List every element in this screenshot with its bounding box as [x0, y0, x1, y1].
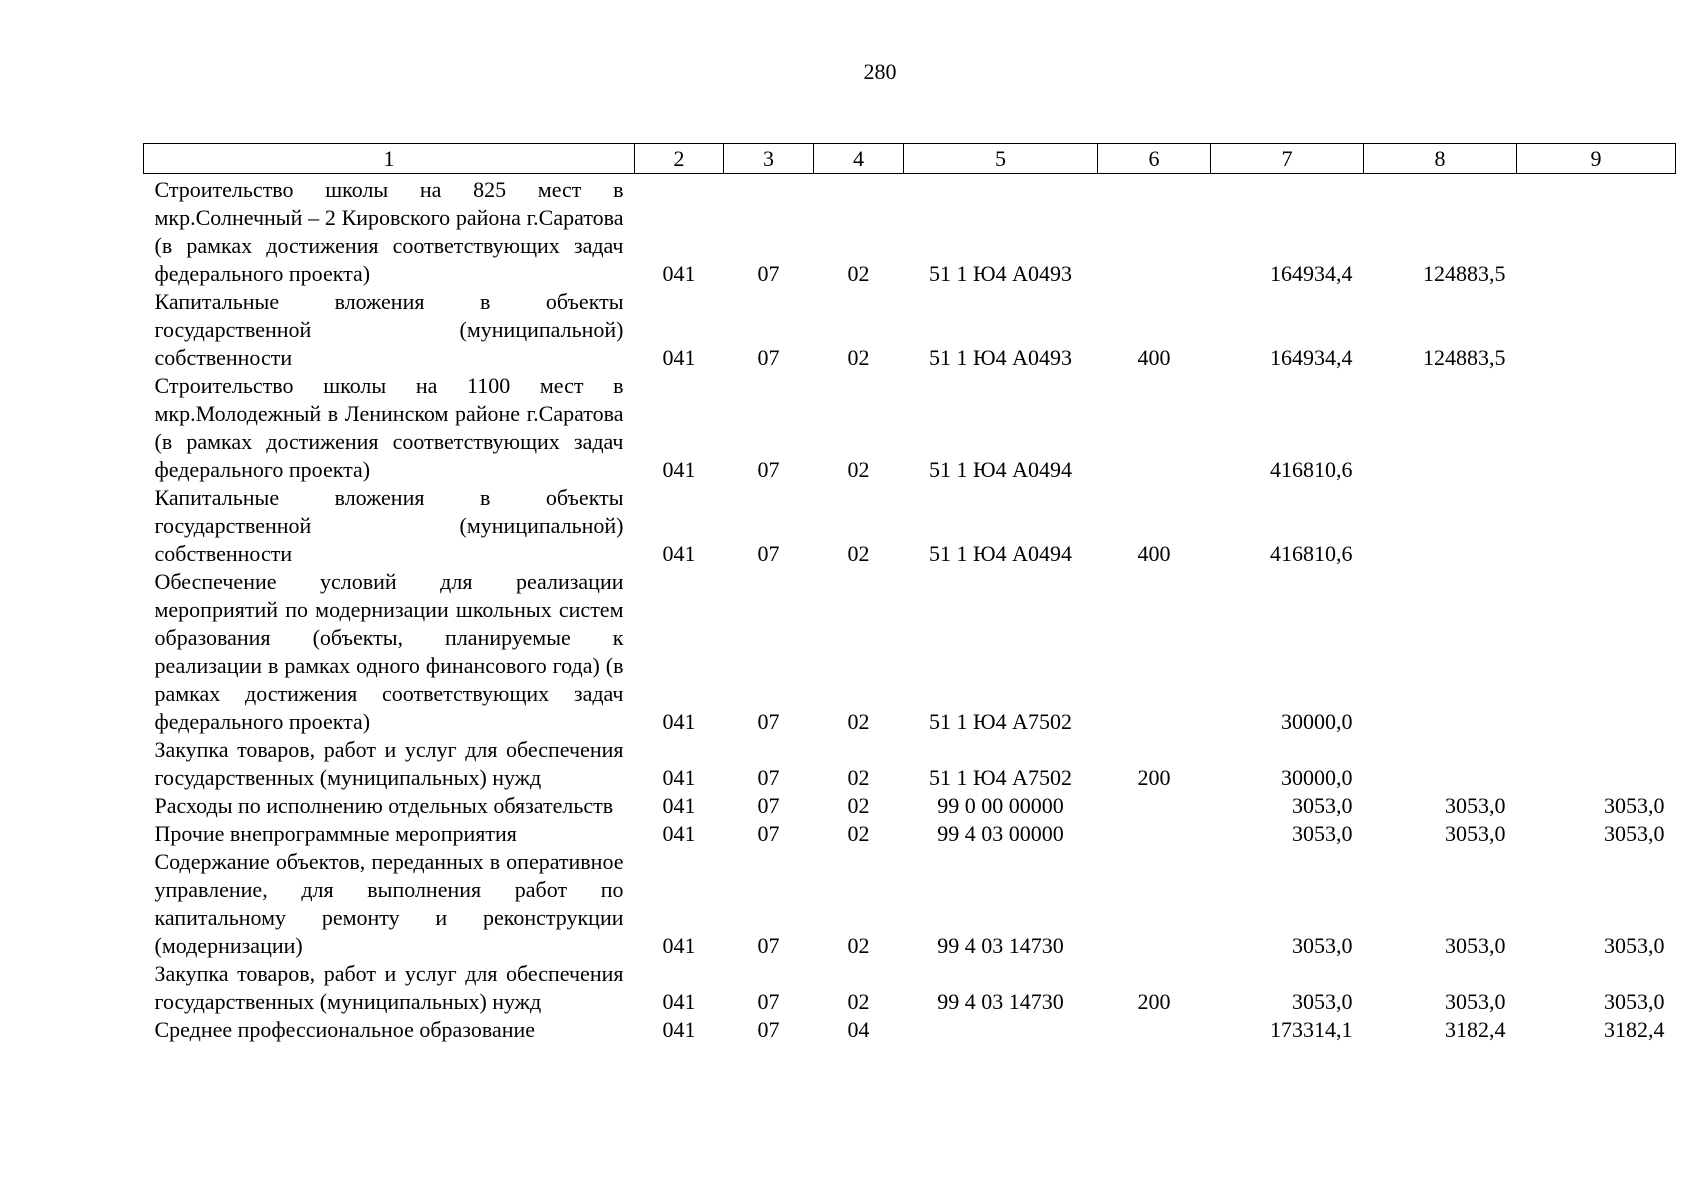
amount-year-1: 30000,0 — [1281, 709, 1353, 734]
row-description: Содержание объектов, переданных в оперативное управление, для выполнения работ по капитальному ремонту и реконструкции (модернизации) — [154, 849, 624, 958]
subsection-code: 02 — [847, 541, 870, 566]
ministry-code: 041 — [662, 345, 696, 370]
column-header: 1 — [144, 144, 635, 174]
table-row — [144, 288, 1676, 372]
target-article-code: 51 1 Ю4 А0493 — [929, 261, 1072, 286]
ministry-code: 041 — [662, 821, 696, 846]
column-header: 9 — [1517, 144, 1676, 174]
subsection-code: 02 — [847, 345, 870, 370]
amount-year-3 — [1517, 174, 1676, 289]
amount-year-1: 3053,0 — [1292, 933, 1353, 958]
amount-year-1: 416810,6 — [1270, 457, 1353, 482]
expense-type-code — [1098, 372, 1211, 484]
ministry-code: 041 — [662, 1017, 696, 1042]
expense-type-code — [1098, 848, 1211, 960]
amount-year-3: 3053,0 — [1604, 933, 1665, 958]
expense-type-code: 400 — [1137, 345, 1171, 370]
amount-year-1: 173314,1 — [1270, 1017, 1353, 1042]
table-row — [144, 848, 1676, 960]
row-description: Закупка товаров, работ и услуг для обеспечения государственных (муниципальных) нужд — [154, 737, 624, 790]
section-code: 07 — [757, 709, 780, 734]
amount-year-2: 3053,0 — [1445, 933, 1506, 958]
table-row — [144, 372, 1676, 484]
row-description: Капитальные вложения в объекты государственной (муниципальной) собственности — [154, 289, 624, 370]
ministry-code: 041 — [662, 793, 696, 818]
amount-year-2: 3053,0 — [1445, 821, 1506, 846]
ministry-code: 041 — [662, 541, 696, 566]
column-header: 5 — [904, 144, 1098, 174]
target-article-code: 99 0 00 00000 — [937, 793, 1064, 818]
subsection-code: 02 — [847, 457, 870, 482]
table-row — [144, 174, 1676, 289]
expense-type-code: 400 — [1137, 541, 1171, 566]
row-description: Прочие внепрограммные мероприятия — [154, 821, 517, 846]
expense-type-code — [1098, 174, 1211, 289]
expense-type-code: 200 — [1137, 989, 1171, 1014]
amount-year-1: 3053,0 — [1292, 989, 1353, 1014]
table-row — [144, 568, 1676, 736]
target-article-code — [904, 1016, 1098, 1044]
amount-year-2 — [1364, 568, 1517, 736]
amount-year-1: 164934,4 — [1270, 345, 1353, 370]
ministry-code: 041 — [662, 261, 696, 286]
ministry-code: 041 — [662, 933, 696, 958]
amount-year-2: 124883,5 — [1423, 345, 1506, 370]
section-code: 07 — [757, 821, 780, 846]
amount-year-3: 3053,0 — [1604, 793, 1665, 818]
subsection-code: 02 — [847, 989, 870, 1014]
amount-year-3 — [1517, 288, 1676, 372]
target-article-code: 99 4 03 14730 — [937, 989, 1064, 1014]
table-row — [144, 736, 1676, 792]
section-code: 07 — [757, 457, 780, 482]
table-row — [144, 960, 1676, 1016]
row-description: Строительство школы на 1100 мест в мкр.Молодежный в Ленинском районе г.Саратова (в рамках достижения соответствующих задач федерального проекта) — [154, 373, 624, 482]
column-header: 8 — [1364, 144, 1517, 174]
budget-table — [143, 143, 1676, 1044]
subsection-code: 02 — [847, 933, 870, 958]
amount-year-3 — [1517, 568, 1676, 736]
table-row — [144, 820, 1676, 848]
target-article-code: 51 1 Ю4 А0494 — [929, 541, 1072, 566]
row-description: Среднее профессиональное образование — [154, 1017, 536, 1042]
section-code: 07 — [757, 989, 780, 1014]
amount-year-3 — [1517, 736, 1676, 792]
ministry-code: 041 — [662, 457, 696, 482]
column-header: 6 — [1098, 144, 1211, 174]
expense-type-code: 200 — [1137, 765, 1171, 790]
amount-year-1: 30000,0 — [1281, 765, 1353, 790]
column-header: 4 — [814, 144, 904, 174]
amount-year-2 — [1364, 736, 1517, 792]
section-code: 07 — [757, 1017, 780, 1042]
table-row — [144, 1016, 1676, 1044]
amount-year-3 — [1517, 484, 1676, 568]
page-number: 280 — [863, 59, 897, 84]
table-row — [144, 792, 1676, 820]
subsection-code: 02 — [847, 261, 870, 286]
section-code: 07 — [757, 541, 780, 566]
amount-year-2: 3053,0 — [1445, 793, 1506, 818]
section-code: 07 — [757, 261, 780, 286]
subsection-code: 02 — [847, 709, 870, 734]
amount-year-3: 3053,0 — [1604, 989, 1665, 1014]
subsection-code: 02 — [847, 821, 870, 846]
row-description: Капитальные вложения в объекты государственной (муниципальной) собственности — [154, 485, 624, 566]
row-description: Закупка товаров, работ и услуг для обеспечения государственных (муниципальных) нужд — [154, 961, 624, 1014]
expense-type-code — [1098, 792, 1211, 820]
subsection-code: 02 — [847, 765, 870, 790]
ministry-code: 041 — [662, 989, 696, 1014]
section-code: 07 — [757, 765, 780, 790]
amount-year-1: 3053,0 — [1292, 821, 1353, 846]
target-article-code: 99 4 03 14730 — [937, 933, 1064, 958]
amount-year-3: 3182,4 — [1604, 1017, 1665, 1042]
amount-year-2: 3053,0 — [1445, 989, 1506, 1014]
subsection-code: 04 — [847, 1017, 870, 1042]
row-description: Обеспечение условий для реализации мероприятий по модернизации школьных систем образования (объекты, планируемые к реализации в рамках одного финансового года) (в рамках достижения соответствующих задач федерального проекта) — [154, 569, 624, 734]
expense-type-code — [1098, 568, 1211, 736]
table-body — [144, 174, 1676, 1045]
target-article-code: 51 1 Ю4 А0493 — [929, 345, 1072, 370]
ministry-code: 041 — [662, 765, 696, 790]
row-description: Строительство школы на 825 мест в мкр.Солнечный – 2 Кировского района г.Саратова (в рамках достижения соответствующих задач федерального проекта) — [154, 177, 624, 286]
row-description: Расходы по исполнению отдельных обязательств — [154, 793, 614, 818]
section-code: 07 — [757, 793, 780, 818]
amount-year-3 — [1517, 372, 1676, 484]
subsection-code: 02 — [847, 793, 870, 818]
amount-year-2 — [1364, 372, 1517, 484]
target-article-code: 99 4 03 00000 — [937, 821, 1064, 846]
target-article-code: 51 1 Ю4 А7502 — [929, 765, 1072, 790]
column-header: 3 — [724, 144, 814, 174]
section-code: 07 — [757, 345, 780, 370]
table-row — [144, 484, 1676, 568]
expense-type-code — [1098, 820, 1211, 848]
section-code: 07 — [757, 933, 780, 958]
column-number-row — [144, 144, 1676, 174]
expense-type-code — [1098, 1016, 1211, 1044]
amount-year-3: 3053,0 — [1604, 821, 1665, 846]
target-article-code: 51 1 Ю4 А0494 — [929, 457, 1072, 482]
amount-year-1: 164934,4 — [1270, 261, 1353, 286]
column-header: 7 — [1211, 144, 1364, 174]
target-article-code: 51 1 Ю4 А7502 — [929, 709, 1072, 734]
amount-year-2: 3182,4 — [1445, 1017, 1506, 1042]
amount-year-2 — [1364, 484, 1517, 568]
amount-year-2: 124883,5 — [1423, 261, 1506, 286]
ministry-code: 041 — [662, 709, 696, 734]
amount-year-1: 416810,6 — [1270, 541, 1353, 566]
amount-year-1: 3053,0 — [1292, 793, 1353, 818]
column-header: 2 — [635, 144, 724, 174]
